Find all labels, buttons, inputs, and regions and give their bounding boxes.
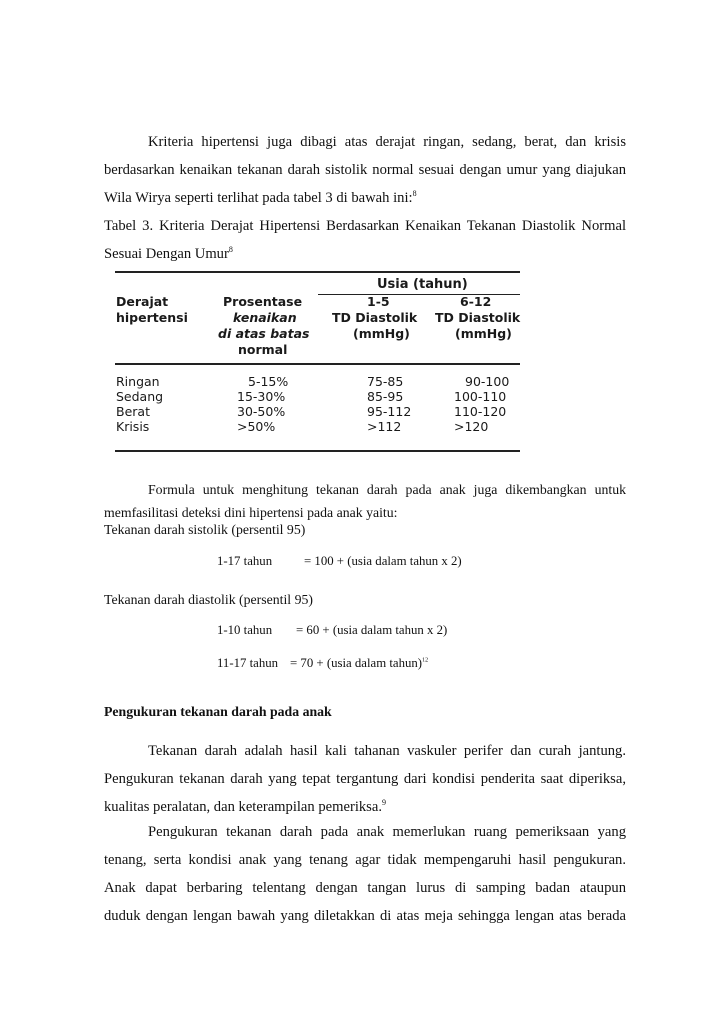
- col-header-age2-3: (mmHg): [455, 326, 512, 341]
- diastolic-formula-2: = 70 + (usia dalam tahun)$^{12}$: [290, 656, 429, 670]
- systolic-formula: = 100 + (usia dalam tahun x 2): [304, 554, 462, 568]
- table-bottom-rule: [115, 450, 520, 452]
- group-header: Usia (tahun): [377, 277, 468, 292]
- cell-age6-12: 110-120: [454, 404, 507, 419]
- table-top-rule: [115, 271, 520, 273]
- col-header-age1-1: 1-5: [367, 294, 390, 309]
- col-header-percent-2: kenaikan: [233, 310, 297, 325]
- intro-line-3: Wila Wirya seperti terlihat pada tabel 3 di bawah ini:$^8$: [104, 189, 417, 206]
- header-rule: [115, 363, 520, 365]
- citation-sup: 8: [412, 189, 417, 199]
- section-p1-line-2: Pengukuran tekanan darah yang tepat tergantung dari kondisi penderita saat diperiksa,: [104, 771, 626, 787]
- cell-percent: 15-30%: [237, 389, 286, 404]
- section-p1-line-1: Tekanan darah adalah hasil kali tahanan vaskuler perifer dan curah jantung.: [148, 743, 626, 759]
- col-header-age2-1: 6-12: [460, 294, 492, 309]
- section-p2-line-2: tenang, serta kondisi anak yang tenang agar tidak mempengaruhi hasil pengukuran.: [104, 852, 626, 868]
- systolic-age: 1-17 tahun: [217, 554, 273, 568]
- cell-age6-12: 90-100: [465, 374, 510, 389]
- section-heading: Pengukuran tekanan darah pada anak: [104, 704, 332, 719]
- citation-sup: 8: [228, 245, 233, 255]
- citation-sup: 12: [422, 657, 429, 664]
- section-p2-line-4: duduk dengan lengan bawah yang diletakkan di atas meja sehingga lengan atas berada: [104, 908, 626, 924]
- cell-grade: Berat: [116, 404, 150, 419]
- diastolic-age-2: 11-17 tahun: [217, 656, 279, 670]
- cell-percent: 30-50%: [237, 404, 286, 419]
- col-header-percent-4: normal: [238, 342, 288, 357]
- cell-grade: Ringan: [116, 374, 160, 389]
- diastolic-label: Tekanan darah diastolik (persentil 95): [104, 592, 313, 607]
- cell-age6-12: >120: [454, 419, 489, 434]
- cell-age1-5: 75-85: [367, 374, 404, 389]
- table-caption-line-2: Sesuai Dengan Umur$^8$: [104, 245, 233, 262]
- col-header-age1-2: TD Diastolik: [332, 310, 418, 325]
- cell-percent: 5-15%: [248, 374, 289, 389]
- diastolic-age-1: 1-10 tahun: [217, 623, 273, 637]
- cell-age6-12: 100-110: [454, 389, 507, 404]
- formula-intro-line-2: memfasilitasi deteksi dini hipertensi pada anak yaitu:: [104, 505, 398, 520]
- section-p1-line-3: kualitas peralatan, dan keterampilan pemeriksa.$^9$: [104, 798, 386, 815]
- col-header-age2-2: TD Diastolik: [435, 310, 521, 325]
- intro-line-2: berdasarkan kenaikan tekanan darah sistolik normal sesuai dengan umur yang diajukan: [104, 162, 626, 178]
- intro-line-1: Kriteria hipertensi juga dibagi atas derajat ringan, sedang, berat, dan krisis: [148, 134, 626, 150]
- cell-grade: Sedang: [116, 389, 164, 404]
- formula-intro-line-1: Formula untuk menghitung tekanan darah pada anak juga dikembangkan untuk: [148, 482, 626, 497]
- col-header-percent-3: di atas batas: [218, 326, 310, 341]
- diastolic-formula-1: = 60 + (usia dalam tahun x 2): [296, 623, 448, 637]
- hypertension-table: [115, 263, 525, 458]
- cell-age1-5: 85-95: [367, 389, 404, 404]
- section-p2-line-3: Anak dapat berbaring telentang dengan tangan lurus di samping badan ataupun: [104, 880, 626, 896]
- citation-sup: 9: [381, 798, 386, 808]
- col-header-grade-1: Derajat: [116, 294, 169, 309]
- col-header-grade-2: hipertensi: [116, 310, 188, 325]
- cell-percent: >50%: [237, 419, 276, 434]
- section-p2-line-1: Pengukuran tekanan darah pada anak memerlukan ruang pemeriksaan yang: [148, 824, 626, 840]
- cell-age1-5: >112: [367, 419, 402, 434]
- cell-grade: Krisis: [116, 419, 150, 434]
- systolic-label: Tekanan darah sistolik (persentil 95): [104, 522, 306, 537]
- cell-age1-5: 95-112: [367, 404, 412, 419]
- col-header-age1-3: (mmHg): [353, 326, 410, 341]
- table-caption-line-1: Tabel 3. Kriteria Derajat Hipertensi Berdasarkan Kenaikan Tekanan Diastolik Normal: [104, 218, 626, 234]
- col-header-percent-1: Prosentase: [223, 294, 303, 309]
